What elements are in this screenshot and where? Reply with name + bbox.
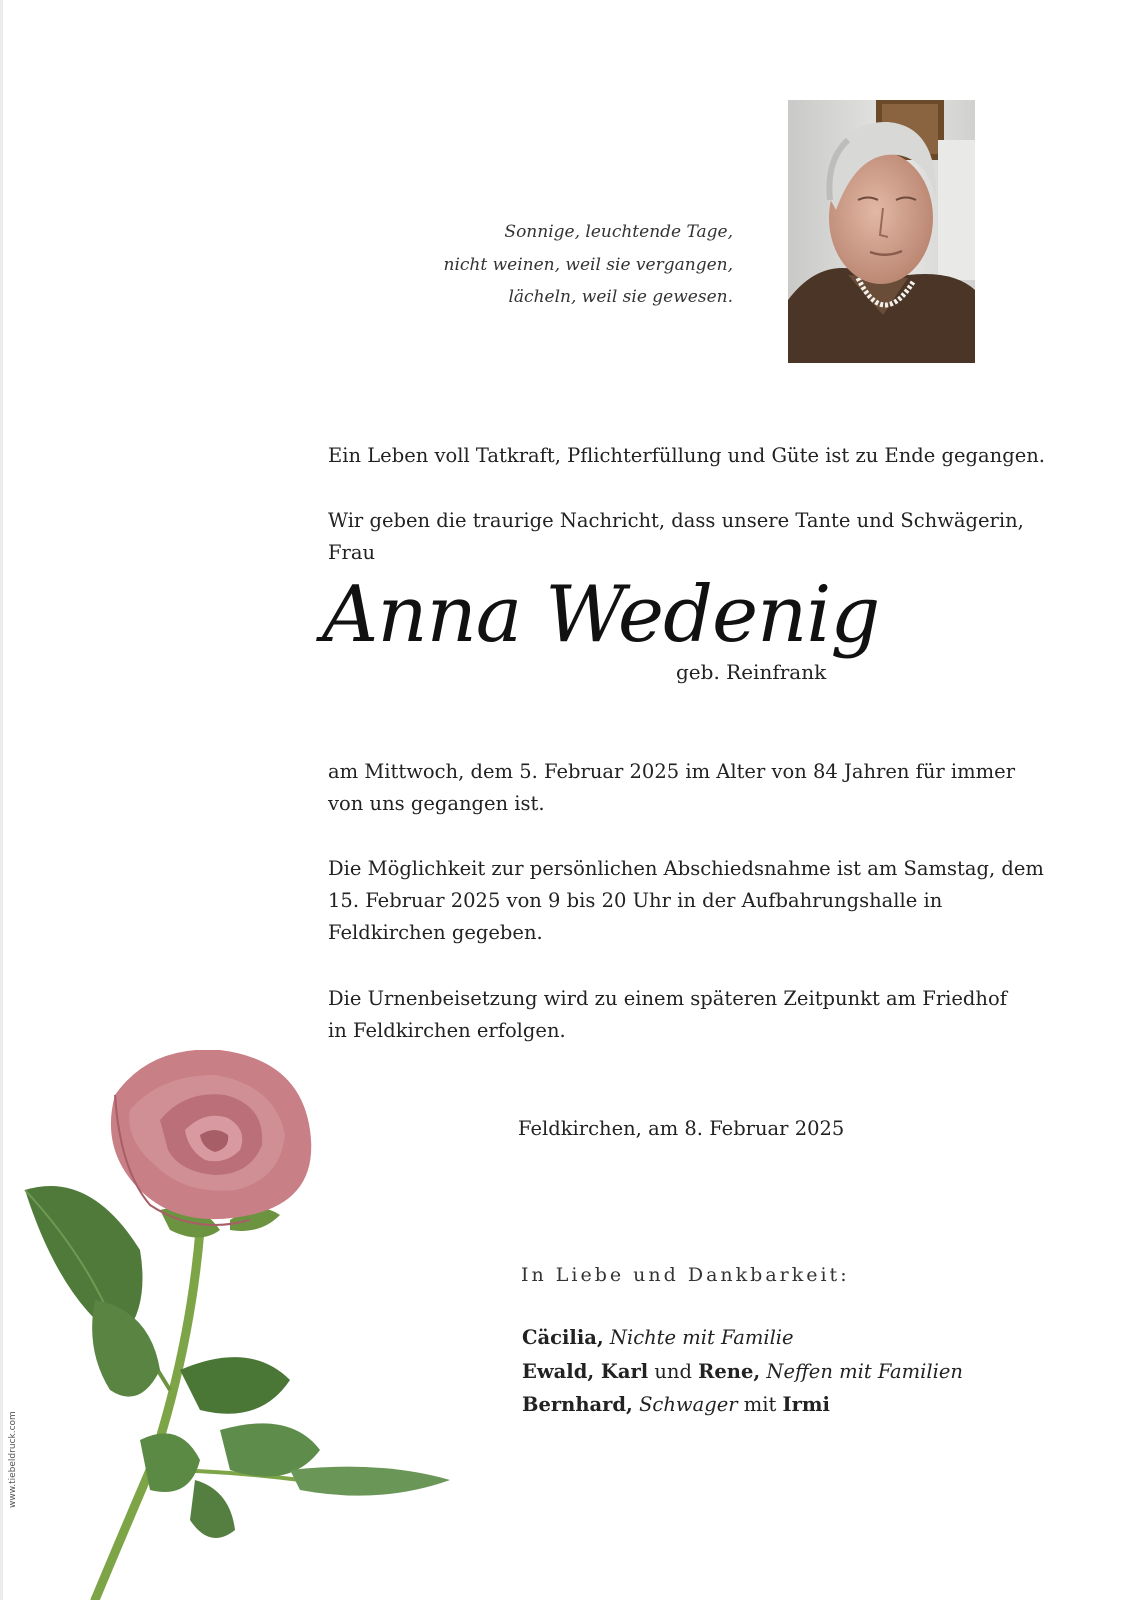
rose-leaf [180,1357,290,1414]
family-line [522,1321,963,1355]
rose-leaf [190,1480,235,1538]
announcement-line: Frau [328,541,376,564]
quote-line: nicht weinen, weil sie vergangen, [443,254,733,275]
family-line [522,1355,963,1389]
rose-leaf [140,1433,200,1492]
deceased-name: Anna Wedenig [322,570,880,660]
family-relation: Schwager [639,1393,738,1416]
announcement-line: Wir geben die traurige Nachricht, dass unsere Tante und Schwägerin, [328,509,1024,532]
farewell-paragraph [328,853,1044,949]
farewell-line: Feldkirchen gegeben. [328,921,543,944]
family-name: Rene, [698,1359,761,1383]
place-date: Feldkirchen, am 8. Februar 2025 [518,1117,845,1140]
rose-leaf [92,1300,160,1397]
intro-line: Ein Leben voll Tatkraft, Pflichterfüllung und Güte ist zu Ende gegangen. [328,444,1045,467]
death-notice-line: von uns gegangen ist. [328,792,545,815]
family-name: Bernhard, [522,1393,633,1416]
thanks-heading: In Liebe und Dankbarkeit: [521,1264,850,1286]
rose-illustration [0,1050,460,1600]
family-relation: Neffen mit Familien [766,1359,963,1383]
quote-line: Sonnige, leuchtende Tage, [504,222,733,242]
burial-line: in Feldkirchen erfolgen. [328,1019,566,1042]
burial-paragraph [328,983,1007,1047]
family-name: Ewald, Karl [522,1359,649,1383]
portrait-photo [788,100,975,363]
farewell-line: Die Möglichkeit zur persönlichen Abschiedsnahme ist am Samstag, dem [328,857,1044,880]
family-sep: und [648,1359,699,1383]
family-name: Irmi [782,1393,830,1416]
family-name: Cäcilia, [522,1326,604,1349]
birth-name: geb. Reinfrank [676,660,827,684]
family-sep: mit [737,1393,783,1416]
rose-leaf [290,1467,450,1496]
family-relation: Nichte mit Familie [609,1326,794,1349]
quote [420,216,733,314]
burial-line: Die Urnenbeisetzung wird zu einem späteren Zeitpunkt am Friedhof [328,987,1007,1010]
printer-mark: www.tiebeldruck.com [8,1411,18,1508]
family-line [522,1388,963,1422]
intro-paragraph [328,440,1045,472]
death-notice-line: am Mittwoch, dem 5. Februar 2025 im Alter von 84 Jahren für immer [328,760,1016,783]
death-notice-paragraph [328,756,1016,820]
quote-line: lächeln, weil sie gewesen. [508,287,733,307]
family-list [522,1321,963,1422]
farewell-line: 15. Februar 2025 von 9 bis 20 Uhr in der Aufbahrungshalle in [328,889,943,912]
